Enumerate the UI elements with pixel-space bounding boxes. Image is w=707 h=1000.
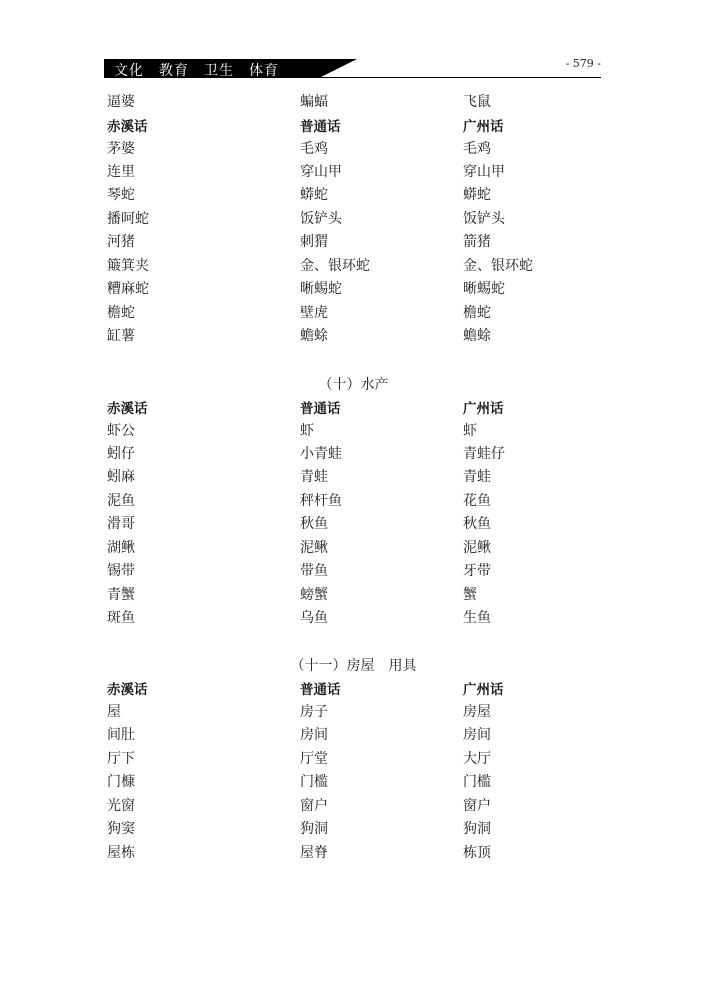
chixi-cell: 逼婆 (107, 94, 135, 110)
chixi-cell: 缸薯 (107, 328, 135, 344)
chixi-cell: 连里 (107, 164, 135, 180)
column-header-mandarin: 普通话 (300, 119, 341, 135)
cantonese-cell: 生鱼 (463, 610, 491, 626)
page-number: - 579 - (565, 57, 601, 70)
cantonese-cell: 蟒蛇 (463, 187, 491, 203)
chixi-cell: 琴蛇 (107, 187, 135, 203)
cantonese-cell: 狗洞 (463, 821, 491, 837)
mandarin-cell: 蟾蜍 (300, 328, 328, 344)
chixi-cell: 门槺 (107, 774, 135, 790)
column-header-chixi: 赤溪话 (107, 682, 148, 698)
chixi-cell: 间肚 (107, 727, 135, 743)
mandarin-cell: 房子 (300, 704, 328, 720)
mandarin-cell: 饭铲头 (300, 211, 342, 227)
running-header (104, 59, 601, 78)
chixi-cell: 蚓仔 (107, 446, 135, 462)
cantonese-cell: 门槛 (463, 774, 491, 790)
table-row (107, 466, 607, 488)
header-rule (319, 77, 601, 78)
section-title-aquatic: （十）水产 (318, 377, 389, 393)
table-row (107, 795, 607, 817)
table-row (107, 701, 607, 723)
table-row (107, 724, 607, 746)
chixi-cell: 屋栋 (107, 845, 135, 861)
cantonese-cell: 窗户 (463, 798, 491, 814)
table-row (107, 255, 607, 277)
mandarin-cell: 虾 (300, 423, 314, 439)
table-row (107, 161, 607, 183)
cantonese-cell: 毛鸡 (463, 141, 491, 157)
cantonese-cell: 飞鼠 (463, 94, 491, 110)
cantonese-cell: 牙带 (463, 563, 491, 579)
column-header-mandarin: 普通话 (300, 401, 341, 417)
chixi-cell: 糟麻蛇 (107, 281, 149, 297)
header-title: 文化 教育 卫生 体育 (114, 63, 279, 79)
cantonese-cell: 栋顶 (463, 845, 491, 861)
column-header-cantonese: 广州话 (463, 682, 504, 698)
mandarin-cell: 金、银环蛇 (300, 258, 370, 274)
cantonese-cell: 青蛙仔 (463, 446, 505, 462)
table-row (107, 325, 607, 347)
mandarin-cell: 螃蟹 (300, 587, 328, 603)
cantonese-cell: 秋鱼 (463, 516, 491, 532)
table-row (107, 443, 607, 465)
table-row (107, 560, 607, 582)
chixi-cell: 泥鱼 (107, 493, 135, 509)
chixi-cell: 厅下 (107, 751, 135, 767)
chixi-cell: 湖鳅 (107, 540, 135, 556)
cantonese-cell: 晰蜴蛇 (463, 281, 505, 297)
chixi-cell: 青蟹 (107, 587, 135, 603)
mandarin-cell: 刺猬 (300, 234, 328, 250)
chixi-cell: 屋 (107, 704, 121, 720)
mandarin-cell: 屋脊 (300, 845, 328, 861)
table-row (107, 818, 607, 840)
column-header-chixi: 赤溪话 (107, 401, 148, 417)
table-row (107, 748, 607, 770)
mandarin-cell: 蝙蝠 (300, 94, 328, 110)
cantonese-cell: 房屋 (463, 704, 491, 720)
column-header-mandarin: 普通话 (300, 682, 341, 698)
mandarin-cell: 狗洞 (300, 821, 328, 837)
table-row (107, 420, 607, 442)
chixi-cell: 檐蛇 (107, 305, 135, 321)
table-row (107, 513, 607, 535)
chixi-cell: 河猪 (107, 234, 135, 250)
column-header-row (107, 678, 607, 700)
cantonese-cell: 檐蛇 (463, 305, 491, 321)
mandarin-cell: 泥鳅 (300, 540, 328, 556)
cantonese-cell: 箭猪 (463, 234, 491, 250)
table-row (107, 302, 607, 324)
chixi-cell: 滑哥 (107, 516, 135, 532)
cantonese-cell: 蟹 (463, 587, 477, 603)
cantonese-cell: 房间 (463, 727, 491, 743)
mandarin-cell: 壁虎 (300, 305, 328, 321)
mandarin-cell: 蟒蛇 (300, 187, 328, 203)
table-row (107, 91, 607, 113)
mandarin-cell: 秤杆鱼 (300, 493, 342, 509)
column-header-row (107, 397, 607, 419)
mandarin-cell: 青蛙 (300, 469, 328, 485)
chixi-cell: 茅婆 (107, 141, 135, 157)
mandarin-cell: 秋鱼 (300, 516, 328, 532)
column-header-row (107, 115, 607, 137)
table-row (107, 138, 607, 160)
mandarin-cell: 房间 (300, 727, 328, 743)
mandarin-cell: 晰蜴蛇 (300, 281, 342, 297)
mandarin-cell: 穿山甲 (300, 164, 342, 180)
cantonese-cell: 金、银环蛇 (463, 258, 533, 274)
cantonese-cell: 饭铲头 (463, 211, 505, 227)
chixi-cell: 光窗 (107, 798, 135, 814)
section-title-housing: （十一）房屋 用具 (290, 658, 417, 674)
cantonese-cell: 花鱼 (463, 493, 491, 509)
table-row (107, 607, 607, 629)
cantonese-cell: 穿山甲 (463, 164, 505, 180)
column-header-cantonese: 广州话 (463, 119, 504, 135)
cantonese-cell: 青蛙 (463, 469, 491, 485)
table-row (107, 537, 607, 559)
cantonese-cell: 虾 (463, 423, 477, 439)
mandarin-cell: 乌鱼 (300, 610, 328, 626)
table-row (107, 771, 607, 793)
table-row (107, 584, 607, 606)
mandarin-cell: 门槛 (300, 774, 328, 790)
cantonese-cell: 蟾蜍 (463, 328, 491, 344)
chixi-cell: 簸箕夹 (107, 258, 149, 274)
mandarin-cell: 毛鸡 (300, 141, 328, 157)
chixi-cell: 播呵蛇 (107, 211, 149, 227)
column-header-cantonese: 广州话 (463, 401, 504, 417)
table-row (107, 842, 607, 864)
mandarin-cell: 厅堂 (300, 751, 328, 767)
mandarin-cell: 小青蛙 (300, 446, 342, 462)
column-header-chixi: 赤溪话 (107, 119, 148, 135)
table-row (107, 231, 607, 253)
chixi-cell: 锡带 (107, 563, 135, 579)
chixi-cell: 狗窦 (107, 821, 135, 837)
header-band-tip (319, 59, 357, 78)
cantonese-cell: 泥鳅 (463, 540, 491, 556)
chixi-cell: 虾公 (107, 423, 135, 439)
mandarin-cell: 窗户 (300, 798, 328, 814)
cantonese-cell: 大厅 (463, 751, 491, 767)
chixi-cell: 斑鱼 (107, 610, 135, 626)
table-row (107, 278, 607, 300)
chixi-cell: 蚓麻 (107, 469, 135, 485)
mandarin-cell: 带鱼 (300, 563, 328, 579)
table-row (107, 490, 607, 512)
table-row (107, 208, 607, 230)
table-row (107, 184, 607, 206)
